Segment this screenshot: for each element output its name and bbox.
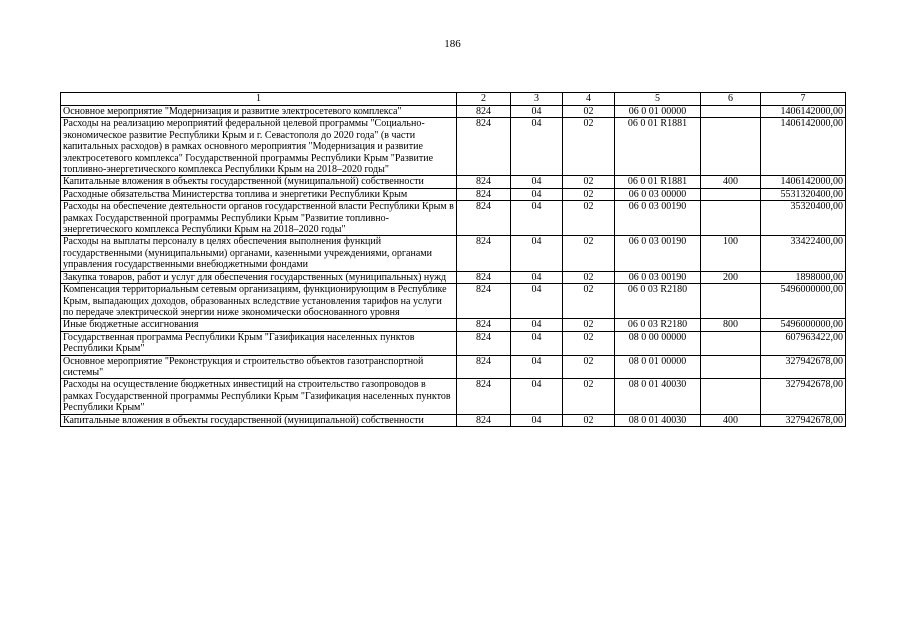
table-row xyxy=(61,271,846,283)
target-article-cell: 06 0 03 00000 xyxy=(615,188,701,200)
target-article-cell: 06 0 01 R1881 xyxy=(615,176,701,188)
amount-cell: 1406142000,00 xyxy=(761,106,846,118)
header-row xyxy=(61,93,846,106)
admin-code-cell: 824 xyxy=(457,271,511,283)
expense-type-cell xyxy=(701,379,761,414)
column-header: 4 xyxy=(563,93,615,106)
expense-type-cell xyxy=(701,201,761,236)
admin-code-cell: 824 xyxy=(457,106,511,118)
section-cell: 04 xyxy=(511,331,563,355)
amount-cell: 5496000000,00 xyxy=(761,284,846,319)
row-name-cell: Расходы на обеспечение деятельности органов государственной власти Республики Крым в рамках Государственной программы Республики Крым "Развитие топливно-энергетического комплекса Республики Крым на 2018–2020 годы" xyxy=(61,201,457,236)
section-cell: 04 xyxy=(511,379,563,414)
row-name-cell: Расходы на реализацию мероприятий федеральной целевой программы "Социально-экономическое развитие Республики Крым и г. Севастополя до 2020 года" (в части капитальных расходов) в рамках основного мероприятия "Модернизация и развитие электросетевого комплекса" Государственной программы Республики Крым "Развитие топливно-энергетического комплекса Республики Крым на 2018–2020 годы" xyxy=(61,118,457,176)
section-cell: 04 xyxy=(511,188,563,200)
admin-code-cell: 824 xyxy=(457,331,511,355)
subsection-cell: 02 xyxy=(563,201,615,236)
row-name-cell: Расходы на осуществление бюджетных инвестиций на строительство газопроводов в рамках Государственной программы Республики Крым "Газификация населенных пунктов Республики Крым" xyxy=(61,379,457,414)
expense-type-cell xyxy=(701,188,761,200)
amount-cell: 1406142000,00 xyxy=(761,118,846,176)
admin-code-cell: 824 xyxy=(457,284,511,319)
section-cell: 04 xyxy=(511,118,563,176)
admin-code-cell: 824 xyxy=(457,201,511,236)
subsection-cell: 02 xyxy=(563,118,615,176)
subsection-cell: 02 xyxy=(563,355,615,379)
expense-type-cell: 400 xyxy=(701,414,761,426)
table-row xyxy=(61,106,846,118)
expense-type-cell xyxy=(701,355,761,379)
target-article-cell: 06 0 03 00190 xyxy=(615,201,701,236)
table-row xyxy=(61,118,846,176)
subsection-cell: 02 xyxy=(563,414,615,426)
target-article-cell: 06 0 03 00190 xyxy=(615,236,701,271)
amount-cell: 1406142000,00 xyxy=(761,176,846,188)
section-cell: 04 xyxy=(511,201,563,236)
expense-type-cell xyxy=(701,118,761,176)
expense-type-cell: 100 xyxy=(701,236,761,271)
table-row xyxy=(61,188,846,200)
row-name-cell: Расходные обязательства Министерства топлива и энергетики Республики Крым xyxy=(61,188,457,200)
amount-cell: 327942678,00 xyxy=(761,355,846,379)
budget-table xyxy=(60,92,846,427)
column-header: 2 xyxy=(457,93,511,106)
section-cell: 04 xyxy=(511,106,563,118)
admin-code-cell: 824 xyxy=(457,355,511,379)
admin-code-cell: 824 xyxy=(457,236,511,271)
row-name-cell: Расходы на выплаты персоналу в целях обеспечения выполнения функций государственными (муниципальными) органами, казенными учреждениями, органами управления государственными внебюджетными фондами xyxy=(61,236,457,271)
column-header: 3 xyxy=(511,93,563,106)
amount-cell: 5531320400,00 xyxy=(761,188,846,200)
section-cell: 04 xyxy=(511,271,563,283)
subsection-cell: 02 xyxy=(563,331,615,355)
table-body xyxy=(61,106,846,427)
target-article-cell: 06 0 01 R1881 xyxy=(615,118,701,176)
target-article-cell: 08 0 01 40030 xyxy=(615,414,701,426)
target-article-cell: 06 0 01 00000 xyxy=(615,106,701,118)
table-row xyxy=(61,355,846,379)
amount-cell: 607963422,00 xyxy=(761,331,846,355)
expense-type-cell: 200 xyxy=(701,271,761,283)
target-article-cell: 06 0 03 R2180 xyxy=(615,284,701,319)
subsection-cell: 02 xyxy=(563,284,615,319)
admin-code-cell: 824 xyxy=(457,319,511,331)
amount-cell: 33422400,00 xyxy=(761,236,846,271)
page-number: 186 xyxy=(444,38,461,50)
table-row xyxy=(61,284,846,319)
amount-cell: 35320400,00 xyxy=(761,201,846,236)
row-name-cell: Государственная программа Республики Крым "Газификация населенных пунктов Республики Крым" xyxy=(61,331,457,355)
row-name-cell: Компенсация территориальным сетевым организациям, функционирующим в Республике Крым, выпадающих доходов, образованных вследствие установления тарифов на услуги по передаче электрической энергии ниже экономически обоснованного уровня xyxy=(61,284,457,319)
column-header: 5 xyxy=(615,93,701,106)
admin-code-cell: 824 xyxy=(457,118,511,176)
admin-code-cell: 824 xyxy=(457,379,511,414)
section-cell: 04 xyxy=(511,176,563,188)
amount-cell: 327942678,00 xyxy=(761,414,846,426)
expense-type-cell xyxy=(701,331,761,355)
column-header: 1 xyxy=(61,93,457,106)
row-name-cell: Капитальные вложения в объекты государственной (муниципальной) собственности xyxy=(61,414,457,426)
admin-code-cell: 824 xyxy=(457,414,511,426)
table-row xyxy=(61,176,846,188)
amount-cell: 327942678,00 xyxy=(761,379,846,414)
expense-type-cell xyxy=(701,284,761,319)
table-row xyxy=(61,319,846,331)
column-header: 6 xyxy=(701,93,761,106)
subsection-cell: 02 xyxy=(563,271,615,283)
admin-code-cell: 824 xyxy=(457,176,511,188)
subsection-cell: 02 xyxy=(563,236,615,271)
target-article-cell: 08 0 01 40030 xyxy=(615,379,701,414)
column-header: 7 xyxy=(761,93,846,106)
subsection-cell: 02 xyxy=(563,379,615,414)
table-row xyxy=(61,331,846,355)
subsection-cell: 02 xyxy=(563,188,615,200)
row-name-cell: Основное мероприятие "Модернизация и развитие электросетевого комплекса" xyxy=(61,106,457,118)
subsection-cell: 02 xyxy=(563,176,615,188)
table-row xyxy=(61,201,846,236)
expense-type-cell: 400 xyxy=(701,176,761,188)
section-cell: 04 xyxy=(511,284,563,319)
section-cell: 04 xyxy=(511,355,563,379)
amount-cell: 1898000,00 xyxy=(761,271,846,283)
row-name-cell: Иные бюджетные ассигнования xyxy=(61,319,457,331)
subsection-cell: 02 xyxy=(563,319,615,331)
amount-cell: 5496000000,00 xyxy=(761,319,846,331)
section-cell: 04 xyxy=(511,319,563,331)
table-row xyxy=(61,379,846,414)
target-article-cell: 08 0 00 00000 xyxy=(615,331,701,355)
table-row xyxy=(61,414,846,426)
expense-type-cell xyxy=(701,106,761,118)
subsection-cell: 02 xyxy=(563,106,615,118)
section-cell: 04 xyxy=(511,236,563,271)
target-article-cell: 06 0 03 R2180 xyxy=(615,319,701,331)
expense-type-cell: 800 xyxy=(701,319,761,331)
section-cell: 04 xyxy=(511,414,563,426)
target-article-cell: 08 0 01 00000 xyxy=(615,355,701,379)
row-name-cell: Капитальные вложения в объекты государственной (муниципальной) собственности xyxy=(61,176,457,188)
target-article-cell: 06 0 03 00190 xyxy=(615,271,701,283)
admin-code-cell: 824 xyxy=(457,188,511,200)
row-name-cell: Закупка товаров, работ и услуг для обеспечения государственных (муниципальных) нужд xyxy=(61,271,457,283)
table-row xyxy=(61,236,846,271)
row-name-cell: Основное мероприятие "Реконструкция и строительство объектов газотранспортной системы" xyxy=(61,355,457,379)
